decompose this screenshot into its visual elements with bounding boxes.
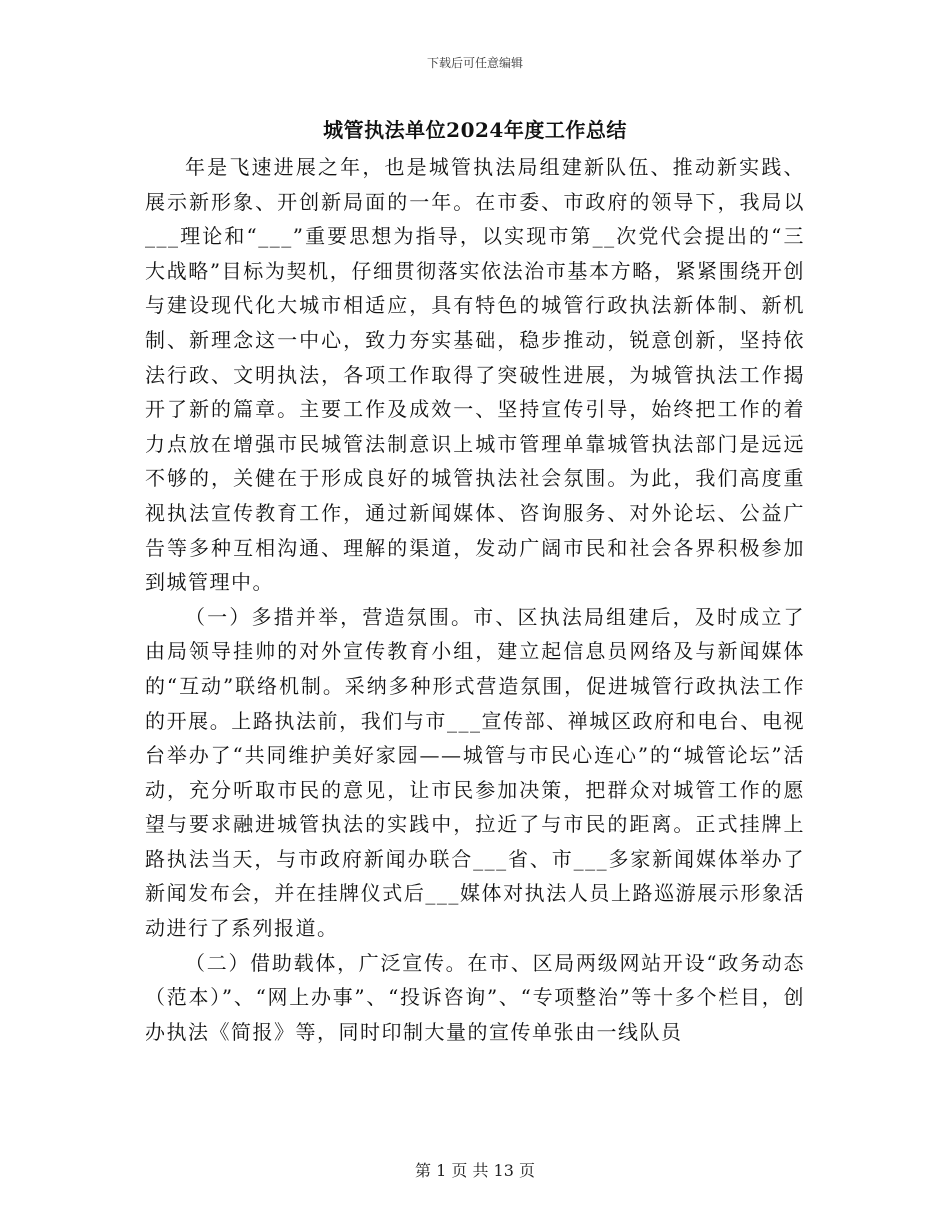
page-footer: 第 1 页 共 13 页 (415, 1161, 535, 1180)
document-title: 城管执法单位2024年度工作总结 (323, 118, 627, 142)
header-note: 下载后可任意编辑 (426, 56, 523, 70)
paragraph-intro: 年是飞速进展之年，也是城管执法局组建新队伍、推动新实践、展示新形象、开创新局面的一年。在市委、市政府的领导下，我局以___理论和“___”重要思想为指导，以实现市第__次党代会提出的“三大战略”目标为契机，仔细贯彻落实依法治市基本方略，紧紧围绕开创与建设现代化大城市相适应，具有特色的城管行政执法新体制、新机制、新理念这一中心，致力夯实基础，稳步推动，锐意创新，坚持依法行政、文明执法，各项工作取得了突破性进展，为城管执法工作揭开了新的篇章。主要工作及成效一、坚持宣传引导，始终把工作的着力点放在增强市民城管法制意识上城市管理单靠城管执法部门是远远不够的，关健在于形成良好的城管执法社会氛围。为此，我们高度重视执法宣传教育工作，通过新闻媒体、咨询服务、对外论坛、公益广告等多种互相沟通、理解的渠道，发动广阔市民和社会各界积极参加到城管理中。 (145, 155, 805, 595)
document-body (145, 150, 805, 1049)
paragraph-section-2: （二）借助载体，广泛宣传。在市、区局两级网站开设“政务动态（范本）”、“网上办事”、“投诉咨询”、“专项整治”等十多个栏目，创办执法《简报》等，同时印制大量的宣传单张由一线队员 (145, 950, 805, 1044)
paragraph-section-1: （一）多措并举，营造氛围。市、区执法局组建后，及时成立了由局领导挂帅的对外宣传教育小组，建立起信息员网络及与新闻媒体的“互动”联络机制。采纳多种形式营造氛围，促进城管行政执法工作的开展。上路执法前，我们与市___宣传部、禅城区政府和电台、电视台举办了“共同维护美好家园——城管与市民心连心”的“城管论坛”活动，充分听取市民的意见，让市民参加决策，把群众对城管工作的愿望与要求融进城管执法的实践中，拉近了与市民的距离。正式挂牌上路执法当天，与市政府新闻办联合___省、市___多家新闻媒体举办了新闻发布会，并在挂牌仪式后___媒体对执法人员上路巡游展示形象活动进行了系列报道。 (145, 604, 805, 941)
